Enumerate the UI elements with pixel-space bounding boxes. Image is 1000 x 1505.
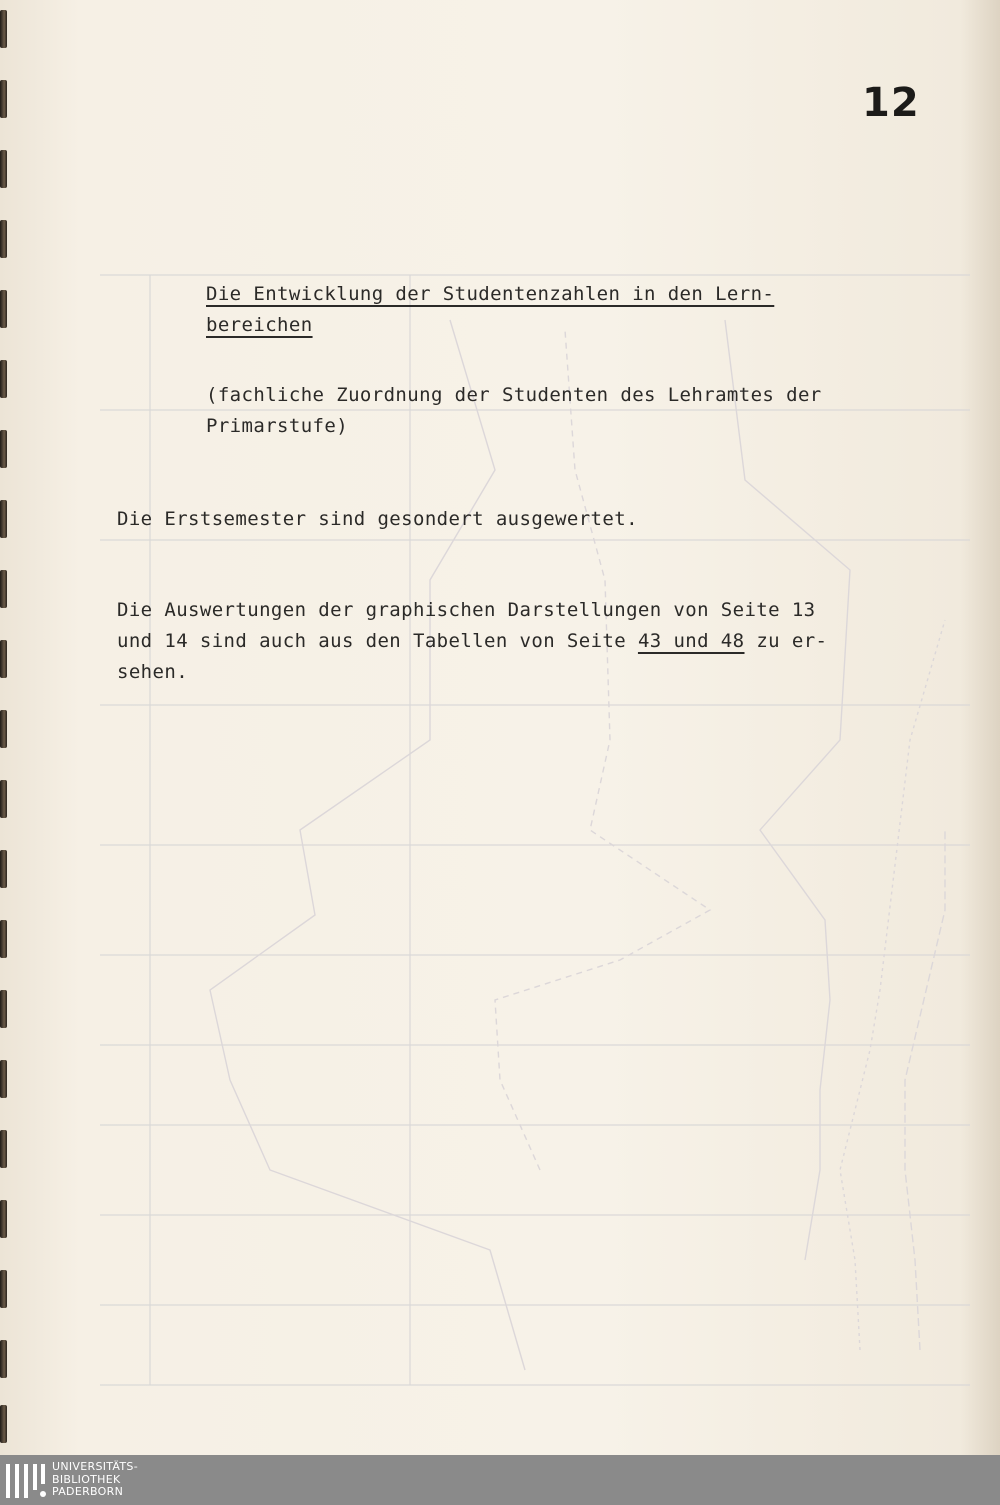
heading-line-2: bereichen xyxy=(206,314,313,336)
library-logo-icon xyxy=(6,1464,46,1498)
paragraph-line-2-suffix: zu er- xyxy=(744,630,828,652)
library-name-line-3: PADERBORN xyxy=(52,1485,124,1498)
paragraph-erstsemester: Die Erstsemester sind gesondert ausgewertet. xyxy=(117,508,638,530)
library-name-line-2: BIBLIOTHEK xyxy=(52,1472,121,1486)
page-reference: 43 und 48 xyxy=(637,630,745,652)
subtitle-line-2: Primarstufe) xyxy=(206,415,349,437)
library-name xyxy=(52,1461,138,1499)
page-number: 12 xyxy=(862,80,920,126)
seite-word: Seite xyxy=(566,630,638,652)
library-name-line-1: UNIVERSITÄTS- xyxy=(52,1460,138,1473)
heading-line-1: Die Entwicklung der Studentenzahlen in den Lern- xyxy=(206,283,775,305)
paragraph-line-1: Die Auswertungen der graphischen Darstellungen von Seite 13 xyxy=(117,599,816,621)
paragraph-line-2-prefix: und 14 sind auch aus den Tabellen von xyxy=(117,630,567,652)
subtitle-line-1: (fachliche Zuordnung der Studenten des Lehramtes der xyxy=(206,384,822,406)
paragraph-line-2 xyxy=(117,626,827,657)
library-footer xyxy=(0,1455,1000,1505)
paragraph-line-3: sehen. xyxy=(117,661,189,683)
